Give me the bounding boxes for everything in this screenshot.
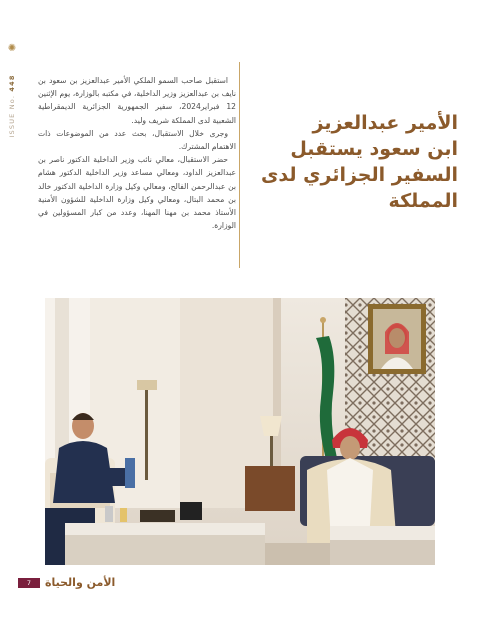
magazine-title: الأمن والحياة [45, 576, 116, 589]
issue-number: 448 [8, 74, 16, 92]
headline-line: السفير الجزائري لدى [260, 164, 458, 186]
headline-line: المملكة [388, 190, 458, 212]
headline-line: الأمير عبدالعزيز [312, 112, 458, 134]
issue-indicator [4, 44, 20, 154]
ornament-icon: ✺ [7, 43, 17, 54]
meeting-photo [45, 298, 435, 565]
page-footer [18, 576, 138, 590]
column-divider [239, 62, 240, 268]
article-body [38, 74, 236, 232]
issue-label [8, 60, 16, 152]
headline-line: ابن سعود يستقبل [290, 138, 458, 160]
article-paragraph: استقبل صاحب السمو الملكي الأمير عبدالعزيز بن سعود بن نايف بن عبدالعزيز وزير الداخلية، في مكتبه بالوزارة، يوم الإثنين 12 فبراير2024، سفير الجمهورية الجزائرية الديمقراطية الشعبية لدى المملكة شريف وليد. [38, 76, 236, 125]
issue-prefix: ISSUE No. [8, 94, 16, 138]
article-paragraph: حضر الاستقبال، معالي نائب وزير الداخلية الدكتور ناصر بن عبدالعزيز الداود، ومعالي مساعد وزير الداخلية الدكتور هشام بن عبدالرحمن الفالح، ومعالي وكيل وزارة الداخلية الدكتور خالد بن محمد البتال، ومعالي وكيل وزارة الداخلية للشؤون الأمنية الأستاذ محمد بن مهنا المهنا، وعدد من كبار المسؤولين في الوزارة. [38, 155, 236, 231]
article-paragraph: وجرى خلال الاستقبال، بحث عدد من الموضوعات ذات الاهتمام المشترك. [38, 128, 236, 152]
page-number: 7 [18, 578, 40, 588]
headline [248, 110, 458, 214]
